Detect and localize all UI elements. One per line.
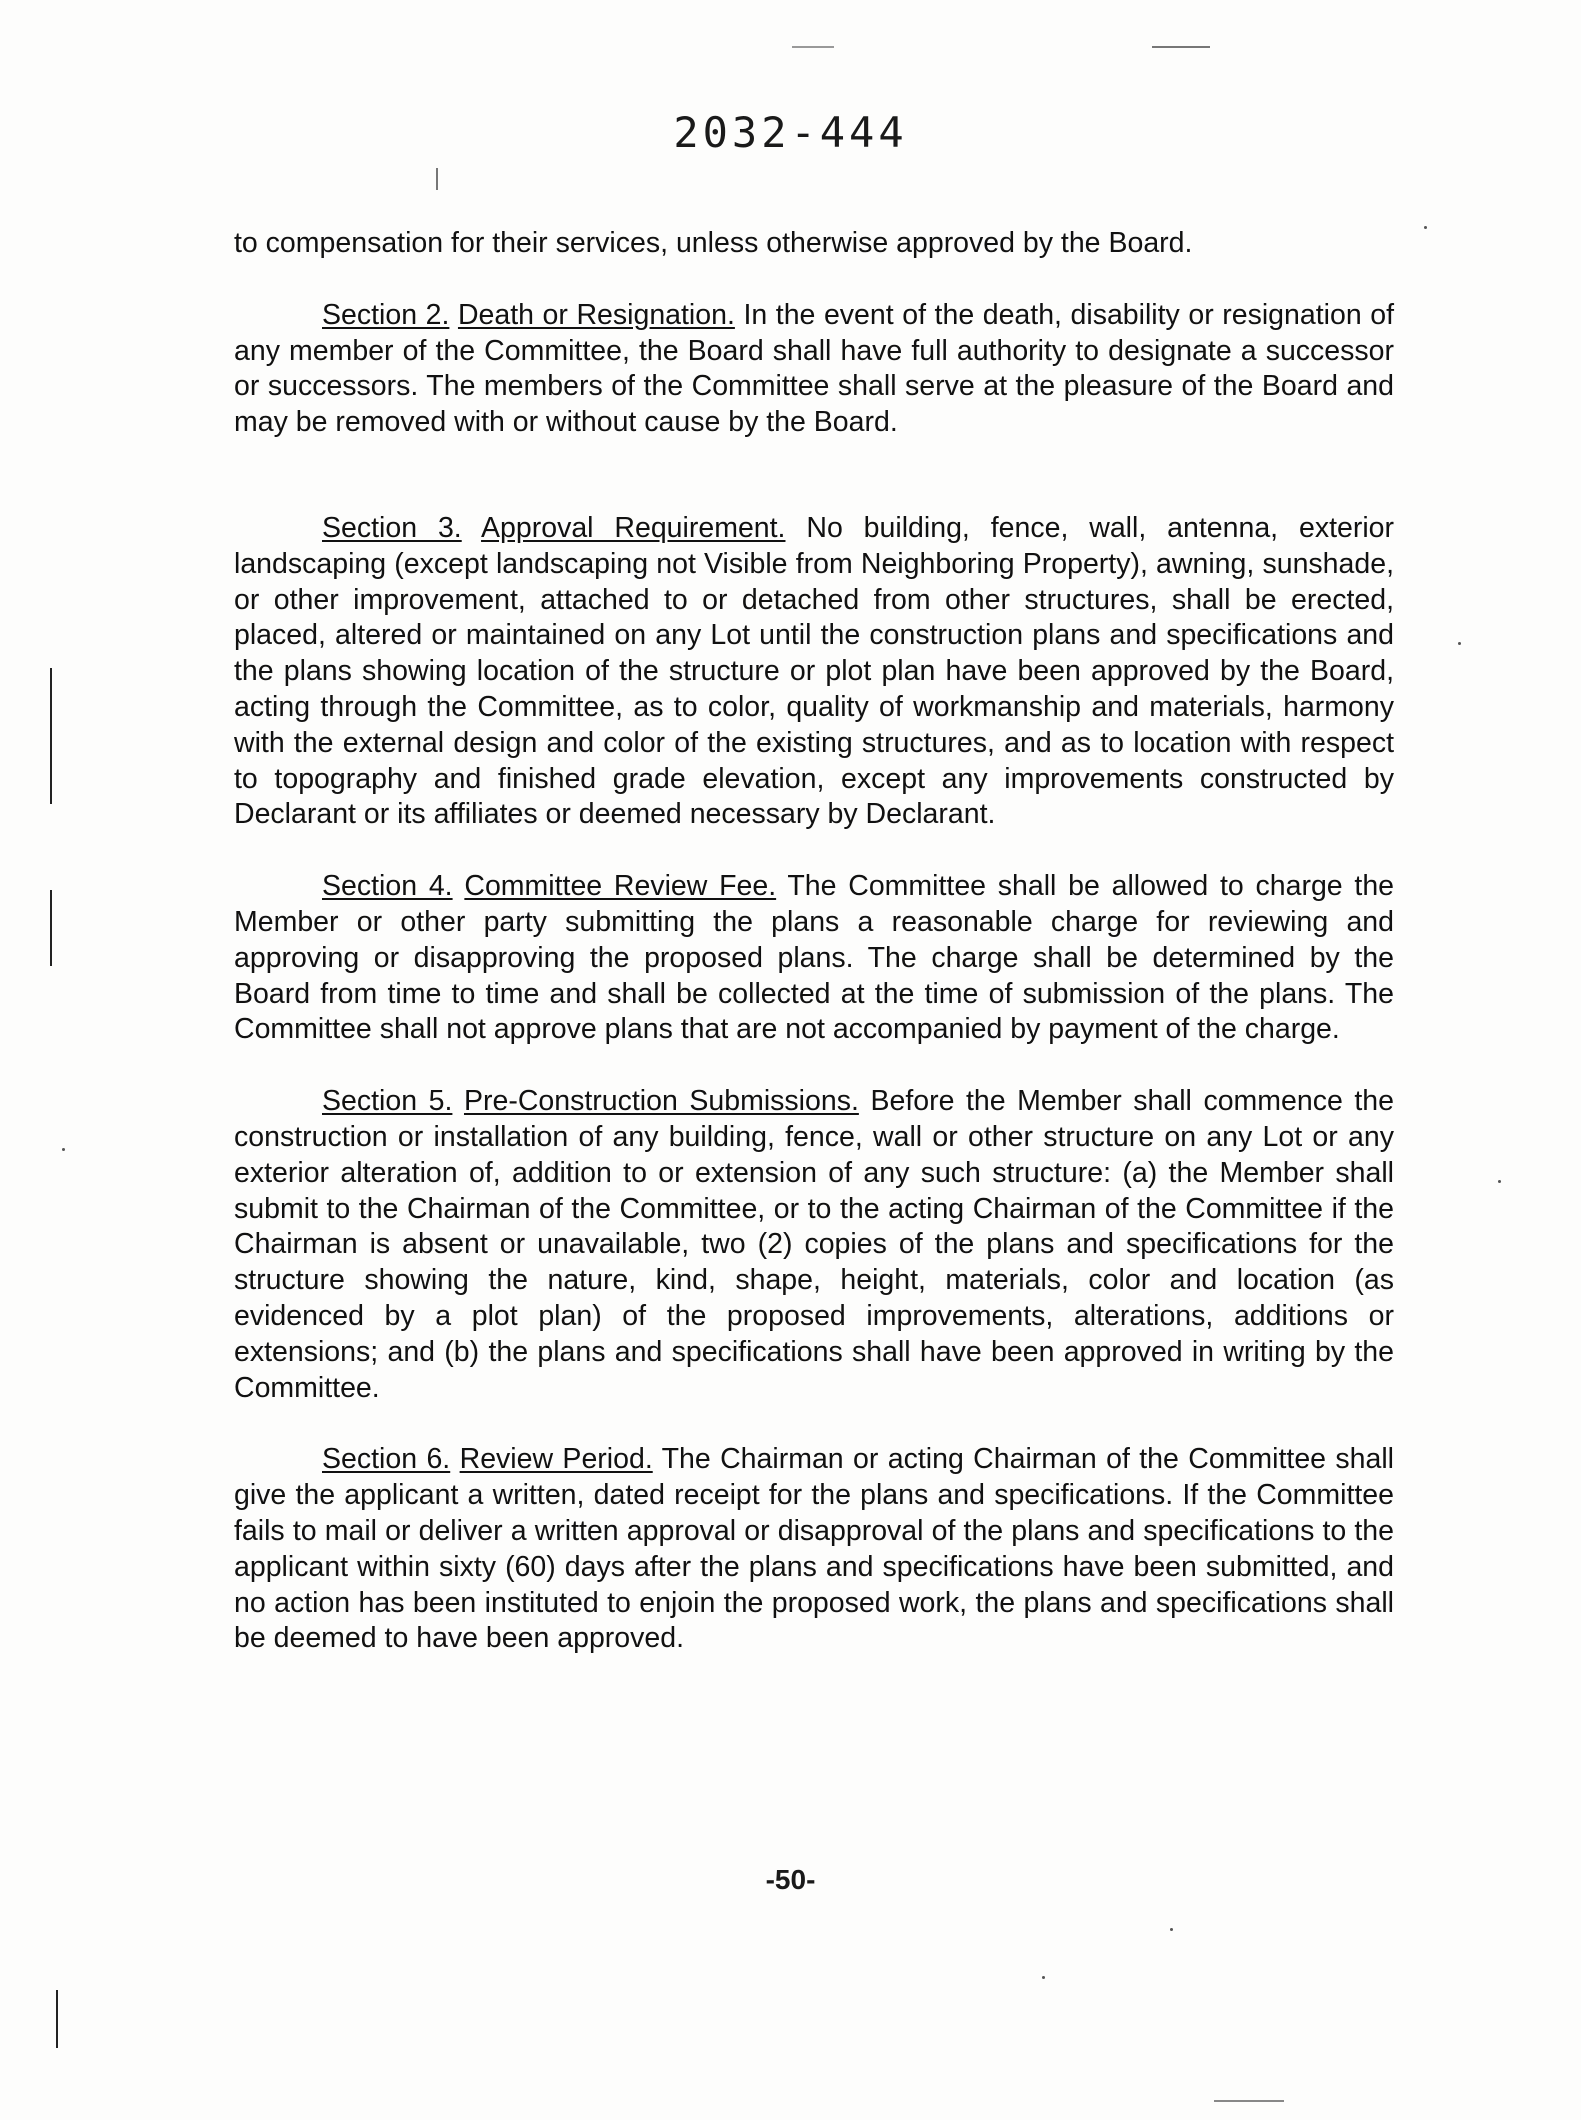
document-number: 2032-444	[673, 108, 908, 157]
section-title: Committee Review Fee.	[464, 870, 777, 903]
scan-margin-line	[50, 668, 52, 804]
section-heading: Section 2.	[322, 298, 450, 331]
page-number: -50-	[765, 1864, 816, 1895]
scan-top-dash	[792, 46, 834, 48]
scan-bottom-dash	[1214, 2100, 1284, 2102]
scan-margin-line	[56, 1990, 58, 2048]
scan-speck	[1498, 1180, 1501, 1183]
scan-margin-line	[50, 890, 52, 966]
section-title: Death or Resignation.	[457, 298, 735, 331]
scan-top-dash	[1152, 46, 1210, 48]
section-3-paragraph	[234, 511, 1394, 833]
section-title: Pre-Construction Submissions.	[463, 1085, 859, 1118]
scan-speck	[1170, 1928, 1173, 1931]
section-text: Before the Member shall commence the construction or installation of any building, fence, wall or other structure on any Lot or any exterior alteration of, addition to or extension of any such structure: (a) the Member shall submit to the Chairman of the Committee, or to the acting Chairman of the Committee if the Chairman is absent or unavailable, two (2) copies of the plans and specifications for the structure showing the nature, kind, shape, height, materials, color and location (as evidenced by a plot plan) of the proposed improvements, alterations, additions or extensions; and (b) the plans and specifications shall have been approved in writing by the Committee.	[234, 1085, 1395, 1404]
section-title: Approval Requirement.	[481, 511, 786, 544]
document-body	[234, 226, 1394, 1657]
section-text: The Chairman or acting Chairman of the Committee shall give the applicant a written, dated receipt for the plans and specifications. If the Committee fails to mail or deliver a written approval or disapproval of the plans and specifications to the applicant within sixty (60) days after the plans and specifications have been submitted, and no action has been instituted to enjoin the proposed work, the plans and specifications shall be deemed to have been approved.	[234, 1443, 1395, 1655]
scan-speck	[1458, 642, 1461, 645]
section-text: In the event of the death, disability or resignation of any member of the Committee, the Board shall have full authority to designate a successor or successors. The members of the Committee shall serve at the pleasure of the Board and may be removed with or without cause by the Board.	[234, 298, 1395, 439]
section-text: No building, fence, wall, antenna, exterior landscaping (except landscaping not Visible from Neighboring Property), awning, sunshade, or other improvement, attached to or detached from other structures, shall be erected, placed, altered or maintained on any Lot until the construction plans and specifications and the plans showing location of the structure or plot plan have been approved by the Board, acting through the Committee, as to color, quality of workmanship and materials, harmony with the external design and color of the existing structures, and as to location with respect to topography and finished grade elevation, except any improvements constructed by Declarant or its affiliates or deemed necessary by Declarant.	[234, 511, 1394, 831]
section-heading: Section 5.	[322, 1085, 453, 1118]
section-5-paragraph	[234, 1084, 1394, 1406]
section-6-paragraph	[234, 1442, 1394, 1657]
scan-speck	[1042, 1976, 1045, 1979]
scan-speck	[62, 1148, 65, 1151]
scan-speck	[1424, 226, 1427, 229]
section-heading: Section 3.	[322, 511, 462, 544]
scan-tick	[436, 168, 438, 190]
section-heading: Section 6.	[322, 1443, 451, 1476]
section-title: Review Period.	[459, 1443, 653, 1476]
section-text: The Committee shall be allowed to charge the Member or other party submitting the plans a reasonable charge for reviewing and approving or disapproving the proposed plans. The charge shall be determined by the Board from time to time and shall be collected at the time of submission of the plans. The Committee shall not approve plans that are not accompanied by payment of the charge.	[234, 870, 1395, 1046]
section-4-paragraph	[234, 869, 1394, 1048]
continuation-paragraph: to compensation for their services, unless otherwise approved by the Board.	[234, 227, 1193, 259]
section-2-paragraph	[234, 298, 1394, 441]
section-heading: Section 4.	[322, 870, 453, 903]
